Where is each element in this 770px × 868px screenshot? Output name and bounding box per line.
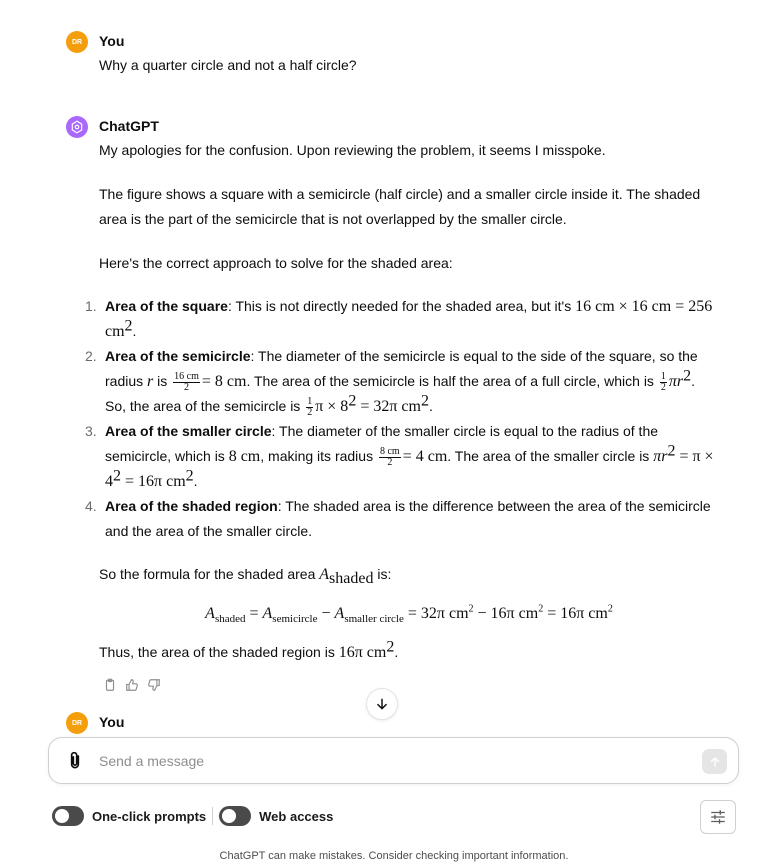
list-item-text: . [193,473,198,489]
math-superscript: 2 [683,367,692,385]
avatar-initials: DR [71,719,83,727]
user-message [66,712,726,734]
math-expression: = 16π cm [543,605,608,622]
message-actions [102,677,162,693]
math-fraction [660,372,667,393]
message-composer [48,737,739,784]
fraction-numerator: 8 cm [379,445,400,457]
message-input[interactable] [99,749,679,773]
toggle-label: One-click prompts [92,808,207,824]
math-expression: πr [653,448,668,465]
paragraph-text: . [394,644,399,660]
message-author: You [99,714,125,730]
paragraph-text: is: [373,566,392,582]
math-superscript: 2 [667,442,676,460]
math-expression: πr [668,373,684,390]
math-variable: A [334,605,345,622]
list-item [85,344,719,419]
list-number: 4. [85,498,97,514]
fraction-denominator: 2 [387,456,393,468]
math-fraction [306,397,313,418]
list-item-text: . [428,398,433,414]
math-expression: = 8 cm [201,373,247,390]
paragraph: The figure shows a square with a semicircle (half circle) and a smaller circle inside it. The shaded area is the part of the semicircle that is not overlapped by the smaller circle. [99,186,701,227]
thumbs-down-icon[interactable] [146,677,162,693]
list-number: 3. [85,423,97,439]
sliders-icon [709,808,727,826]
display-equation [99,601,719,626]
math-subscript: shaded [329,569,374,587]
list-item [85,419,719,494]
math-expression: π × 8 [315,398,349,415]
math-fraction [173,372,200,393]
send-button[interactable] [702,749,727,774]
math-expression: 16π cm [338,644,387,661]
math-operator: = [249,605,259,622]
list-item-text: : The diameter of the smaller circle is equal to the radius of the semicircle, which is [105,423,659,464]
paragraph: My apologies for the confusion. Upon reviewing the problem, it seems I misspoke. [99,142,606,158]
paragraph: Here's the correct approach to solve for the shaded area: [99,255,453,271]
list-item [85,294,719,344]
web-access-toggle[interactable] [219,806,251,826]
math-subscript: smaller circle [344,613,404,626]
list-item-title: Area of the shaded region [105,498,278,514]
math-subscript: shaded [214,613,246,626]
math-variable: r [147,373,154,390]
fraction-numerator: 16 cm [174,370,199,382]
math-expression: = 4 cm [402,448,448,465]
math-expression: 16 cm × 16 cm = 256 cm [105,298,713,340]
fraction-denominator: 2 [660,381,666,393]
thumbs-up-icon[interactable] [124,677,140,693]
paragraph-text: Thus, the area of the shaded region is [99,644,339,660]
list-item-text: . The area of the semicircle is half the area of a full circle, which is [246,373,658,389]
math-variable: A [262,605,273,622]
divider [212,807,213,825]
list-item-text: , making its radius [260,448,377,464]
settings-button[interactable] [700,800,736,834]
fraction-numerator: 1 [307,395,313,407]
math-expression: = 16π cm [121,473,186,490]
paragraph [99,640,719,665]
toggle-label: Web access [259,808,334,824]
list-item-title: Area of the semicircle [105,348,251,364]
list-item-text: . The area of the smaller circle is [447,448,654,464]
math-superscript: 2 [420,392,429,410]
list-number: 1. [85,298,97,314]
list-item-title: Area of the square [105,298,228,314]
list-item-text: is [153,373,172,389]
copy-icon[interactable] [102,677,118,693]
list-item-text: : This is not directly needed for the shaded area, but it's [227,298,576,314]
math-expression: = π × 4 [105,448,714,490]
arrow-down-icon [375,697,389,711]
fraction-denominator: 2 [307,406,313,418]
list-item-text: . [132,323,137,339]
paragraph-text: So the formula for the shaded area [99,566,320,582]
toggle-row [52,806,333,826]
fraction-denominator: 2 [184,381,190,393]
math-expression: 8 cm [228,448,261,465]
math-subscript: semicircle [272,613,318,626]
chatgpt-logo-icon [66,116,88,138]
message-author: You [99,33,125,49]
math-superscript: 2 [468,603,474,615]
list-item-text: . So, the area of the semicircle is [105,373,695,414]
math-superscript: 2 [113,467,121,485]
list-item-text: : The shaded area is the difference between the area of the semicircle and the area of the smaller circle. [105,498,711,539]
paperclip-icon[interactable] [65,751,85,771]
fraction-numerator: 1 [660,370,666,382]
math-superscript: 2 [124,317,133,335]
steps-list [85,294,719,544]
arrow-up-icon [709,756,721,768]
user-avatar [66,712,88,734]
one-click-prompts-toggle[interactable] [52,806,84,826]
message-body [85,138,719,665]
math-fraction [379,447,401,468]
disclaimer-text: ChatGPT can make mistakes. Consider checking important information. [219,850,569,862]
list-item-text: : The diameter of the semicircle is equal to the side of the square, so the radius [105,348,698,389]
math-variable: A [205,605,215,622]
math-variable: A [319,566,330,583]
user-avatar [66,31,88,53]
user-message [66,31,726,81]
math-superscript: 2 [348,392,357,410]
math-expression: = 32π cm [356,398,421,415]
math-expression: = 32π cm [407,605,469,622]
math-superscript: 2 [386,638,395,656]
assistant-message [66,116,726,676]
message-author: ChatGPT [99,118,159,134]
math-superscript: 2 [185,467,194,485]
list-number: 2. [85,348,97,364]
avatar-initials: DR [71,38,83,46]
paragraph [99,562,719,587]
math-operator: − [321,605,331,622]
list-item-title: Area of the smaller circle [105,423,272,439]
list-item [85,494,719,544]
message-text: Why a quarter circle and not a half circle? [99,57,357,73]
math-superscript: 2 [538,603,544,615]
math-expression: − 16π cm [473,605,539,622]
math-superscript: 2 [607,603,613,615]
